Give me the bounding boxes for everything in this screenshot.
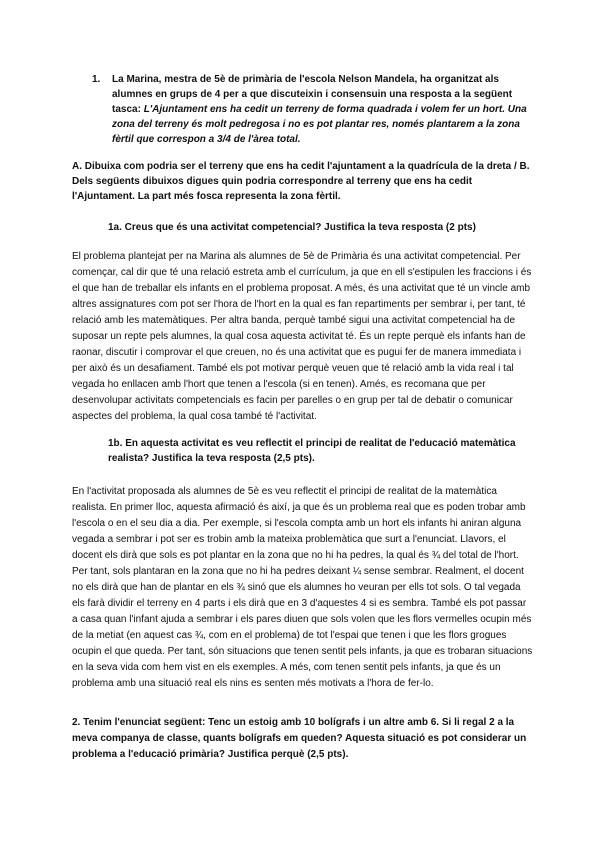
question-parts-a-b: A. Dibuixa com podria ser el terreny que ens ha cedit l'ajuntament a la quadrícula de la dreta / B. Dels següents dibuixos digues quin podria correspondre al terreny que ens ha cedit l'Ajuntament. La part més fosca representa la zona fèrtil. xyxy=(72,161,530,202)
question-1b-answer: En l'activitat proposada als alumnes de 5è es veu reflectit el principi de realitat de la matemàtica realista. En primer lloc, aquesta afirmació és així, ja que és un problema real que es poden trobar amb l'escola o en el seu dia a dia. Per exemple, si l'escola compta amb un hort els infants hi aniran alguna vegada a sembrar i pot ser es trobin amb la mateixa problemàtica que surt a l'enunciat. Llavors, el docent els dirà que sols es pot plantar en la zona que no hi ha pedres, la qual és ¾ del total de l'hort. Per tant, sols plantaran en la zona que no hi ha pedres deixant ¼ sense sembrar. Realment, el docent no els dirà que han de plantar en els ¾ sinó que els alumnes ho veuran per ells tot sols. O tal vegada els farà dividir el terreny en 4 parts i els dirà que en 3 d'aquestes 4 si es sembra. També els pot passar a casa quan l'infant ajuda a sembrar i els pares diuen que sols volen que les flors vermelles ocupin més de la metiat (en aquest cas ¾, com en el problema) de tot l'espai que tenen i que les flors grogues ocupin el que queda. Per tant, són situacions que tenen sentit pels infants, ja que es trobaran situacions en la seva vida com hem vist en els exemples. A més, com tenen sentit pels infants, ja que és un problema amb una situació real els nins es senten més motivats a l'hora de fer-lo. xyxy=(72,486,533,689)
question-1 xyxy=(74,72,534,147)
question-2: 2. Tenim l'enunciat següent: Tenc un estoig amb 10 bolígrafs i un altre amb 6. Si li regal 2 a la meva companya de classe, quants bolígrafs em queden? Aquesta situació es pot considerar un problema a l'educació primària? Justifica perquè (2,5 pts). xyxy=(72,717,527,760)
question-1a-answer: El problema plantejat per na Marina als alumnes de 5è de Primària és una activitat competencial. Per començar, cal dir que té una relació estreta amb el currículum, ja que en ell s'estipulen les fraccions i és el que han de treballar els infants en el problema proposat. A més, és una activitat que té un vincle amb altres assignatures com pot ser l'hora de l'hort en la qual es fan repartiments per sembrar i, per tant, té relació amb les matemàtiques. Per altra banda, perquè també sigui una activitat competencial ha de suposar un repte pels alumnes, la qual cosa aquesta activitat té. És un repte perquè els infants han de raonar, discutir i comprovar el que creuen, no és una activitat que es pugui fer de manera immediata i per això és un desafiament. També els pot motivar perquè veuen que té relació amb la vida real i tal vegada ho enllacen amb l'hort que tenen a l'escola (si en tenen). Amés, es recomana que per desenvolupar activitats competencials es facin per parelles o en grup per tal de debatir o comunicar aspectes del problema, la qual cosa també té l'activitat. xyxy=(72,251,532,422)
question-1-text xyxy=(112,72,534,147)
question-1-number: 1. xyxy=(92,74,101,85)
question-1a-heading: 1a. Creus que és una activitat competencial? Justifica la teva resposta (2 pts) xyxy=(108,222,476,233)
question-1b-heading: 1b. En aquesta activitat es veu reflectit el principi de realitat de l'educació matemàtica realista? Justifica la teva resposta (2,5 pts). xyxy=(108,438,516,464)
question-1-intro: La Marina, mestra de 5è de primària de l'escola Nelson Mandela, ha organitzat als alumnes en grups de 4 per a que discuteixin i consensuin una resposta a la següent tasca: xyxy=(112,74,513,115)
question-1-quote: L'Ajuntament ens ha cedit un terreny de forma quadrada i volem fer un hort. Una zona del terreny és molt pedregosa i no es pot plantar res, només plantarem a la zona fèrtil que correspon a 3/4 de l'àrea total. xyxy=(112,104,527,145)
